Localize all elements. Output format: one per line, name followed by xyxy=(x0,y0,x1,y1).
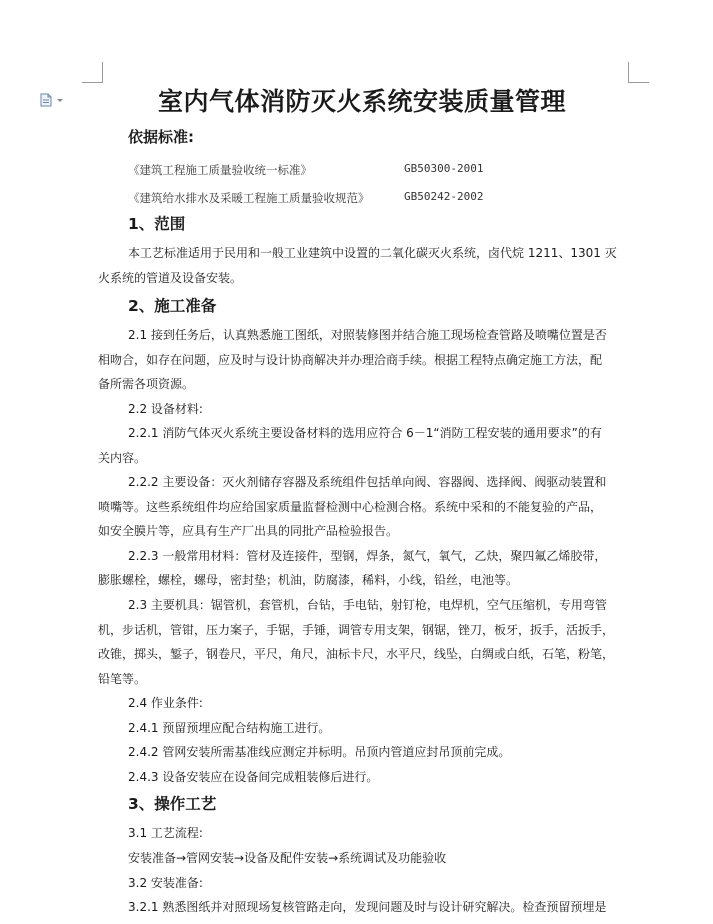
section-heading-scope: 1、范围 xyxy=(128,215,186,233)
section-heading-preparation: 2、施工准备 xyxy=(128,297,217,315)
paragraph-line: 2.2.2 主要设备：灭火剂储存容器及系统组件包括单向阀、容器阀、选择阀、阀驱动装置和 xyxy=(128,475,607,489)
paragraph-line: 火系统的管道及设备安装。 xyxy=(98,271,243,285)
standard-name: 《建筑工程施工质量验收统一标准》 xyxy=(128,163,312,177)
paragraph-line: 3.2 安装准备: xyxy=(128,876,203,890)
paragraph-line: 2.1 接到任务后，认真熟悉施工图纸，对照装修图并结合施工现场检查管路及喷嘴位置是否 xyxy=(128,328,607,342)
paragraph-line: 2.4.1 预留预埋应配合结构施工进行。 xyxy=(128,721,331,735)
paragraph-line: 2.2.1 消防气体灭火系统主要设备材料的选用应符合 6－1“消防工程安装的通用要求”的有 xyxy=(128,426,602,440)
paragraph-line: 2.4 作业条件: xyxy=(128,696,203,710)
paragraph-line: 2.3 主要机具：锯管机，套管机，台钻，手电钻，射钉枪，电焊机，空气压缩机，专用弯管 xyxy=(128,598,607,612)
paragraph-line: 相吻合，如存在问题，应及时与设计协商解决并办理洽商手续。根据工程特点确定施工方法，配 xyxy=(98,353,603,367)
paragraph-line: 关内容。 xyxy=(98,451,147,465)
paragraph-line: 3.2.1 熟悉图纸并对照现场复核管路走向，发现问题及时与设计研究解决。检查预留预埋是 xyxy=(128,900,607,914)
paragraph-line: 喷嘴等。这些系统组件均应给国家质量监督检测中心检测合格。系统中采和的不能复验的产品， xyxy=(98,500,603,514)
paragraph-line: 2.4.3 设备安装应在设备间完成粗装修后进行。 xyxy=(128,770,379,784)
standard-code: GB50242-2002 xyxy=(404,190,484,203)
paragraph-line: 2.2 设备材料: xyxy=(128,402,203,416)
page-corner-mark-right xyxy=(628,62,649,83)
section-heading-process: 3、操作工艺 xyxy=(128,795,217,813)
paragraph-line: 铅笔等。 xyxy=(98,672,147,686)
paragraph-line: 3.1 工艺流程: xyxy=(128,826,203,840)
paragraph-line: 2.4.2 管网安装所需基准线应测定并标明。吊顶内管道应封吊顶前完成。 xyxy=(128,745,511,759)
standard-item xyxy=(128,190,484,206)
document-title: 室内气体消防灭火系统安装质量管理 xyxy=(158,87,567,116)
paragraph-line: 备所需各项资源。 xyxy=(98,377,195,391)
basis-heading: 依据标准: xyxy=(128,128,194,146)
document-icon[interactable] xyxy=(40,92,66,106)
paragraph-line: 改锥，掷头，錾子，钢卷尺，平尺，角尺，油标卡尺，水平尺，线坠，白绸或白纸，石笔，粉笔， xyxy=(98,647,615,661)
paragraph-line: 膨胀螺栓，螺栓，螺母，密封垫；机油，防腐漆，稀料，小线，铅丝，电池等。 xyxy=(98,573,519,587)
standard-item xyxy=(128,162,484,178)
paragraph-line: 本工艺标准适用于民用和一般工业建筑中设置的二氧化碳灭火系统，卤代烷 1211、1301 灭 xyxy=(128,246,617,260)
paragraph-line: 如安全膜片等，应具有生产厂出具的同批产品检验报告。 xyxy=(98,524,399,538)
paragraph-line: 2.2.3 一般常用材料：管材及连接件，型钢，焊条，氮气，氧气，乙炔，聚四氟乙烯胶带， xyxy=(128,549,607,563)
paragraph-line: 机，步话机，管钳，压力案子，手锯，手锤，调管专用支架，钢锯，锉刀，板牙，扳手，活扳手， xyxy=(98,623,615,637)
standard-name: 《建筑给水排水及采暖工程施工质量验收规范》 xyxy=(128,191,370,205)
standard-code: GB50300-2001 xyxy=(404,162,484,175)
process-flow: 安装准备→管网安装→设备及配件安装→系统调试及功能验收 xyxy=(128,851,447,865)
page-corner-mark-left xyxy=(82,62,103,83)
